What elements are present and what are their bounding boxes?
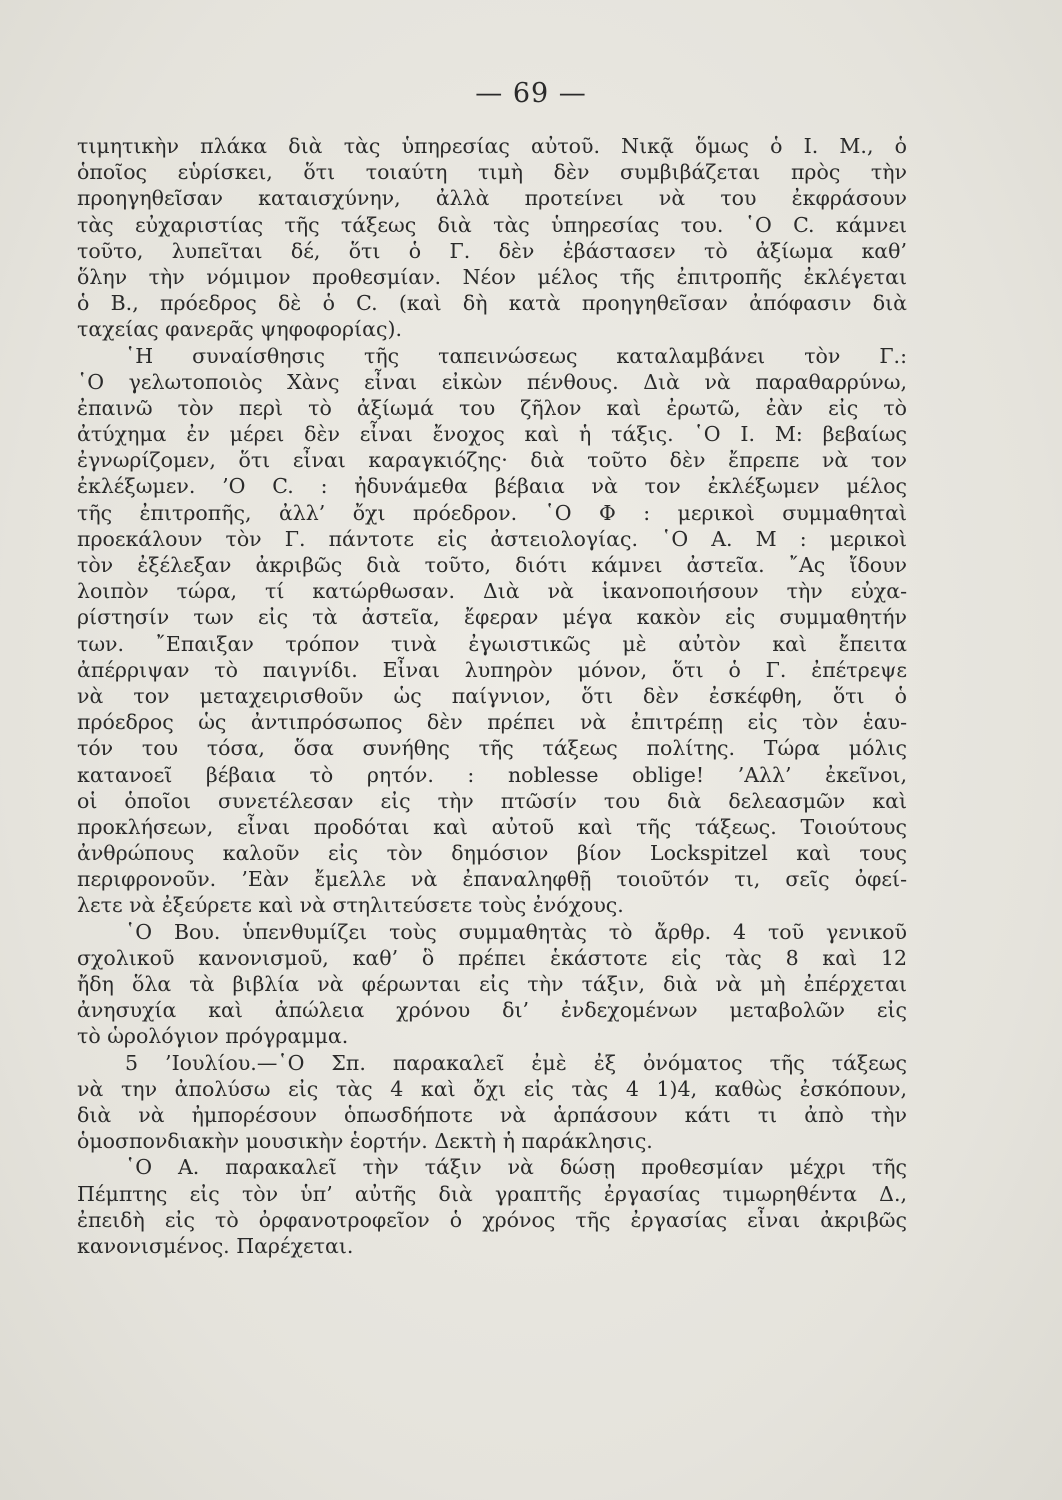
text-line: πρόεδρος ὡς ἀντιπρόσωπος δὲν πρέπει νὰ ἐπιτρέπῃ εἰς τὸν ἑαυ- bbox=[77, 710, 907, 735]
text-line: τόν του τόσα, ὅσα συνήθης τῆς τάξεως πολίτης. Τώρα μόλις bbox=[77, 736, 907, 761]
text-line: τοῦτο, λυπεῖται δέ, ὅτι ὁ Γ. δὲν ἐβάστασεν τὸ ἀξίωμα καθ’ bbox=[77, 238, 907, 263]
page-number: — 69 — bbox=[475, 78, 587, 109]
text-line: ἀπέρριψαν τὸ παιγνίδι. Εἶναι λυπηρὸν μόνον, ὅτι ὁ Γ. ἐπέτρεψε bbox=[77, 657, 907, 682]
text-line: τὸ ὡρολόγιον πρόγραμμα. bbox=[77, 1024, 349, 1049]
text-line: νὰ την ἀπολύσω εἰς τὰς 4 καὶ ὄχι εἰς τὰς 4 1)4, καθὼς ἐσκόπουν, bbox=[77, 1076, 907, 1101]
text-line: λετε νὰ ἐξεύρετε καὶ νὰ στηλιτεύσετε τοὺς ἐνόχους. bbox=[77, 893, 624, 918]
text-line: ἀνησυχία καὶ ἀπώλεια χρόνου δι’ ἐνδεχομένων μεταβολῶν εἰς bbox=[77, 998, 907, 1023]
text-line: τὸν ἐξέλεξαν ἀκριβῶς διὰ τοῦτο, διότι κάμνει ἀστεῖα. ῎Ας ἴδουν bbox=[77, 553, 907, 577]
text-line: ὁποῖος εὑρίσκει, ὅτι τοιαύτη τιμὴ δὲν συμβιβάζεται πρὸς τὴν bbox=[77, 160, 907, 185]
text-line: ἀνθρώπους καλοῦν εἰς τὸν δημόσιον βίον Lockspitzel καὶ τους bbox=[77, 841, 907, 866]
text-line: κανονισμένος. Παρέχεται. bbox=[77, 1233, 354, 1258]
text-line: ἐπαινῶ τὸν περὶ τὸ ἀξίωμά του ζῆλον καὶ ἐρωτῶ, ἐὰν εἰς τὸ bbox=[77, 395, 907, 420]
text-line: σχολικοῦ κανονισμοῦ, καθ’ ὃ πρέπει ἑκάστοτε εἰς τὰς 8 καὶ 12 bbox=[77, 945, 907, 970]
body-text bbox=[77, 133, 907, 1259]
text-line: κατανοεῖ βέβαια τὸ ρητόν. : noblesse oblige! ’Αλλ’ ἐκεῖνοι, bbox=[77, 762, 907, 787]
text-line: τῆς ἐπιτροπῆς, ἀλλ’ ὄχι πρόεδρον. ῾Ο Φ : μερικοὶ συμμαθηταὶ bbox=[77, 500, 907, 525]
text-line: τιμητικὴν πλάκα διὰ τὰς ὑπηρεσίας αὐτοῦ. Νικᾷ ὅμως ὁ Ι. Μ., ὁ bbox=[77, 134, 907, 158]
text-line: ἐπειδὴ εἰς τὸ ὀρφανοτροφεῖον ὁ χρόνος τῆς ἐργασίας εἶναι ἀκριβῶς bbox=[77, 1207, 907, 1232]
text-line: 5 ’Ιουλίου.—῾Ο Σπ. παρακαλεῖ ἐμὲ ἐξ ὀνόματος τῆς τάξεως bbox=[125, 1050, 907, 1075]
text-line: ὁμοσπονδιακὴν μουσικὴν ἑορτήν. Δεκτὴ ἡ παράκλησις. bbox=[77, 1129, 653, 1154]
text-line: ἐκλέξωμεν. ’Ο C. : ἠδυνάμεθα βέβαια νὰ τον ἐκλέξωμεν μέλος bbox=[77, 474, 907, 499]
text-line: Πέμπτης εἰς τὸν ὑπ’ αὐτῆς διὰ γραπτῆς ἐργασίας τιμωρηθέντα Δ., bbox=[77, 1181, 907, 1206]
text-line: ὅλην τὴν νόμιμον προθεσμίαν. Νέον μέλος τῆς ἐπιτροπῆς ἐκλέγεται bbox=[77, 264, 907, 289]
text-line: προκλήσεων, εἶναι προδόται καὶ αὐτοῦ καὶ τῆς τάξεως. Τοιούτους bbox=[77, 814, 907, 839]
text-line: νὰ τον μεταχειρισθοῦν ὡς παίγνιον, ὅτι δὲν ἐσκέφθη, ὅτι ὁ bbox=[77, 683, 907, 708]
text-line: ῾Ο Βου. ὑπενθυμίζει τοὺς συμμαθητὰς τὸ ἄρθρ. 4 τοῦ γενικοῦ bbox=[125, 919, 907, 944]
text-line: ρίστησίν των εἰς τὰ ἀστεῖα, ἔφεραν μέγα κακὸν εἰς συμμαθητήν bbox=[77, 605, 907, 630]
text-line: προεκάλουν τὸν Γ. πάντοτε εἰς ἀστειολογίας. ῾Ο Α. Μ : μερικοὶ bbox=[77, 526, 907, 551]
text-line: ἐγνωρίζομεν, ὅτι εἶναι καραγκιόζης· διὰ τοῦτο δὲν ἔπρεπε νὰ τον bbox=[77, 448, 907, 473]
text-line: οἱ ὁποῖοι συνετέλεσαν εἰς τὴν πτῶσίν του διὰ δελεασμῶν καὶ bbox=[77, 788, 907, 813]
text-line: ταχείας φανερᾶς ψηφοφορίας). bbox=[77, 317, 402, 342]
text-line: λοιπὸν τώρα, τί κατώρθωσαν. Διὰ νὰ ἱκανοποιήσουν τὴν εὐχα- bbox=[77, 579, 907, 604]
text-line: προηγηθεῖσαν καταισχύνην, ἀλλὰ προτείνει νὰ του ἐκφράσουν bbox=[77, 186, 907, 211]
text-line: διὰ νὰ ἠμπορέσουν ὁπωσδήποτε νὰ ἁρπάσουν κάτι τι ἀπὸ τὴν bbox=[77, 1102, 907, 1127]
text-line: τὰς εὐχαριστίας τῆς τάξεως διὰ τὰς ὑπηρεσίας του. ῾Ο C. κάμνει bbox=[77, 212, 907, 237]
text-line: περιφρονοῦν. ’Εὰν ἔμελλε νὰ ἐπαναληφθῇ τοιοῦτόν τι, σεῖς ὀφεί- bbox=[77, 867, 907, 892]
text-line: ὁ Β., πρόεδρος δὲ ὁ C. (καὶ δὴ κατὰ προηγηθεῖσαν ἀπόφασιν διὰ bbox=[77, 291, 907, 316]
text-line: ῾Ο γελωτοποιὸς Χὰνς εἶναι εἰκὼν πένθους. Διὰ νὰ παραθαρρύνω, bbox=[77, 369, 907, 394]
text-line: ῾Ο Α. παρακαλεῖ τὴν τάξιν νὰ δώσῃ προθεσμίαν μέχρι τῆς bbox=[125, 1155, 907, 1180]
text-line: ἀτύχημα ἐν μέρει δὲν εἶναι ἔνοχος καὶ ἡ τάξις. ῾Ο Ι. Μ: βεβαίως bbox=[77, 422, 907, 447]
text-line: των. ῎Επαιξαν τρόπον τινὰ ἐγωιστικῶς μὲ αὐτὸν καὶ ἔπειτα bbox=[77, 631, 907, 656]
text-line: ῾Η συναίσθησις τῆς ταπεινώσεως καταλαμβάνει τὸν Γ.: bbox=[125, 343, 907, 368]
text-line: ἤδη ὅλα τὰ βιβλία νὰ φέρωνται εἰς τὴν τάξιν, διὰ νὰ μὴ ἐπέρχεται bbox=[77, 972, 907, 996]
